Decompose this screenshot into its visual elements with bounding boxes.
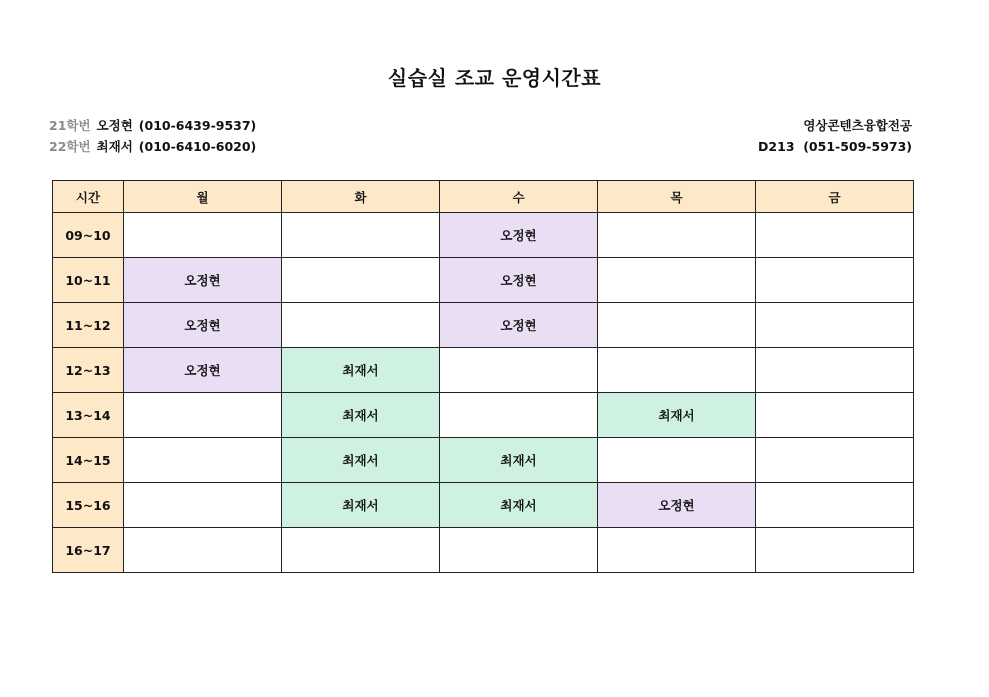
schedule-cell-tue: 최재서 bbox=[282, 393, 440, 438]
schedule-cell-thu bbox=[598, 438, 756, 483]
header-thu: 목 bbox=[598, 181, 756, 213]
schedule-cell-tue: 최재서 bbox=[282, 438, 440, 483]
schedule-cell-fri bbox=[756, 258, 914, 303]
time-slot-cell: 11~12 bbox=[53, 303, 124, 348]
schedule-cell-fri bbox=[756, 528, 914, 573]
staff-cohort: 21학번 bbox=[49, 118, 91, 133]
table-header-row bbox=[53, 181, 914, 213]
schedule-cell-mon bbox=[124, 528, 282, 573]
schedule-cell-tue: 최재서 bbox=[282, 348, 440, 393]
table-row bbox=[53, 393, 914, 438]
schedule-cell-thu bbox=[598, 213, 756, 258]
staff-info bbox=[49, 115, 256, 157]
room-info bbox=[758, 115, 912, 157]
schedule-cell-fri bbox=[756, 213, 914, 258]
schedule-cell-fri bbox=[756, 303, 914, 348]
timetable bbox=[52, 180, 914, 573]
schedule-cell-thu bbox=[598, 348, 756, 393]
table-row bbox=[53, 483, 914, 528]
schedule-cell-tue bbox=[282, 303, 440, 348]
staff-phone: (010-6439-9537) bbox=[138, 118, 257, 133]
header-tue: 화 bbox=[282, 181, 440, 213]
schedule-cell-wed bbox=[440, 348, 598, 393]
schedule-cell-mon bbox=[124, 213, 282, 258]
schedule-cell-fri bbox=[756, 393, 914, 438]
table-row bbox=[53, 303, 914, 348]
time-slot-cell: 09~10 bbox=[53, 213, 124, 258]
table-row bbox=[53, 213, 914, 258]
schedule-cell-thu: 오정현 bbox=[598, 483, 756, 528]
time-slot-cell: 12~13 bbox=[53, 348, 124, 393]
schedule-cell-tue: 최재서 bbox=[282, 483, 440, 528]
schedule-cell-mon: 오정현 bbox=[124, 303, 282, 348]
time-slot-cell: 13~14 bbox=[53, 393, 124, 438]
schedule-cell-thu bbox=[598, 528, 756, 573]
schedule-cell-mon bbox=[124, 438, 282, 483]
schedule-cell-wed: 오정현 bbox=[440, 303, 598, 348]
table-row bbox=[53, 348, 914, 393]
schedule-cell-wed bbox=[440, 528, 598, 573]
table-row bbox=[53, 258, 914, 303]
table-row bbox=[53, 528, 914, 573]
schedule-cell-wed: 최재서 bbox=[440, 483, 598, 528]
schedule-cell-tue bbox=[282, 258, 440, 303]
table-row bbox=[53, 438, 914, 483]
schedule-cell-mon: 오정현 bbox=[124, 348, 282, 393]
staff-name: 최재서 bbox=[96, 139, 133, 154]
header-wed: 수 bbox=[440, 181, 598, 213]
schedule-cell-wed: 최재서 bbox=[440, 438, 598, 483]
staff-cohort: 22학번 bbox=[49, 139, 91, 154]
room-contact: D213 (051-509-5973) bbox=[758, 139, 912, 154]
schedule-cell-wed: 오정현 bbox=[440, 258, 598, 303]
schedule-cell-tue bbox=[282, 213, 440, 258]
schedule-cell-thu bbox=[598, 303, 756, 348]
department-name: 영상콘텐츠융합전공 bbox=[803, 118, 912, 133]
page-title: 실습실 조교 운영시간표 bbox=[387, 66, 602, 90]
time-slot-cell: 14~15 bbox=[53, 438, 124, 483]
schedule-cell-tue bbox=[282, 528, 440, 573]
schedule-cell-thu: 최재서 bbox=[598, 393, 756, 438]
schedule-cell-mon bbox=[124, 483, 282, 528]
schedule-cell-thu bbox=[598, 258, 756, 303]
time-slot-cell: 10~11 bbox=[53, 258, 124, 303]
staff-name: 오정현 bbox=[96, 118, 133, 133]
header-time: 시간 bbox=[53, 181, 124, 213]
table-body bbox=[53, 213, 914, 573]
time-slot-cell: 15~16 bbox=[53, 483, 124, 528]
staff-line bbox=[49, 115, 256, 136]
staff-phone: (010-6410-6020) bbox=[138, 139, 257, 154]
schedule-cell-wed: 오정현 bbox=[440, 213, 598, 258]
schedule-cell-mon: 오정현 bbox=[124, 258, 282, 303]
staff-line bbox=[49, 136, 256, 157]
header-mon: 월 bbox=[124, 181, 282, 213]
schedule-cell-fri bbox=[756, 483, 914, 528]
schedule-cell-mon bbox=[124, 393, 282, 438]
header-fri: 금 bbox=[756, 181, 914, 213]
time-slot-cell: 16~17 bbox=[53, 528, 124, 573]
schedule-cell-wed bbox=[440, 393, 598, 438]
schedule-cell-fri bbox=[756, 348, 914, 393]
schedule-cell-fri bbox=[756, 438, 914, 483]
